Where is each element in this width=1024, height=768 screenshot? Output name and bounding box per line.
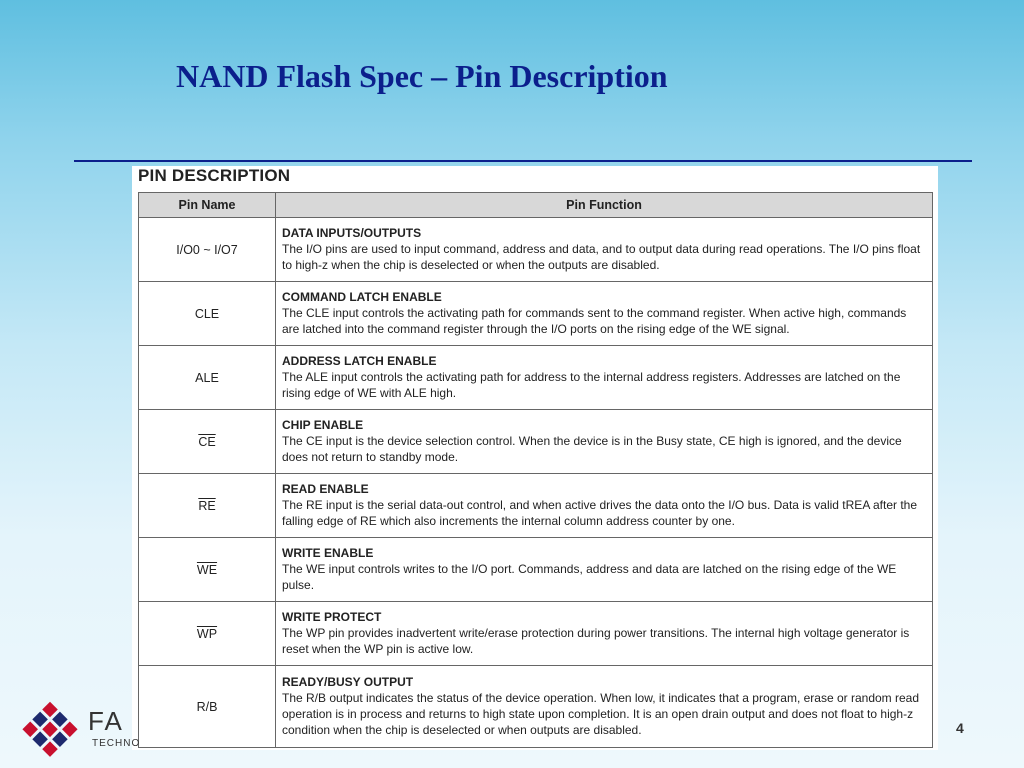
pin-function-cell [276, 602, 933, 666]
pin-function-description: The WE input controls writes to the I/O port. Commands, address and data are latched on the rising edge of the WE pulse. [282, 562, 897, 592]
pin-function-title: WRITE PROTECT [282, 610, 382, 624]
table-row [139, 282, 933, 346]
pin-function-description: The I/O pins are used to input command, address and data, and to output data during read operations. The I/O pins float to high-z when the chip is deselected or when the outputs are disabled. [282, 242, 921, 272]
document-heading: PIN DESCRIPTION [138, 166, 291, 185]
table-row [139, 346, 933, 410]
pin-name-cell: $\overline{WP}$ [139, 602, 276, 666]
pin-function-title: ADDRESS LATCH ENABLE [282, 354, 437, 368]
pin-function-description: The CLE input controls the activating path for commands sent to the command register. When active high, commands are latched into the command register through the I/O ports on the rising edge of the WE signal. [282, 306, 907, 336]
pin-name-cell: R/B [139, 666, 276, 748]
logo-subtext: TECHNO [92, 738, 141, 749]
pin-function-cell [276, 666, 933, 748]
table-row [139, 474, 933, 538]
pin-name-cell: CLE [139, 282, 276, 346]
pin-function-title: CHIP ENABLE [282, 418, 364, 432]
page-number: 4 [956, 720, 964, 736]
table-row [139, 218, 933, 282]
pin-function-title: WRITE ENABLE [282, 546, 374, 560]
pin-function-cell [276, 282, 933, 346]
pin-name-cell: $\overline{CE}$ [139, 410, 276, 474]
pin-function-cell [276, 474, 933, 538]
pin-table [138, 192, 933, 748]
pin-name-cell: ALE [139, 346, 276, 410]
logo-text: FA [88, 706, 124, 736]
pin-name-cell: I/O0 ~ I/O7 [139, 218, 276, 282]
column-header-pin-name: Pin Name [139, 193, 276, 218]
pin-function-description: The WP pin provides inadvertent write/erase protection during power transitions. The internal high voltage generator is reset when the WP pin is active low. [282, 626, 910, 656]
table-row [139, 602, 933, 666]
table-row [139, 410, 933, 474]
pin-name-cell: $\overline{RE}$ [139, 474, 276, 538]
fa-techno-logo-icon [20, 700, 80, 760]
pin-function-description: The ALE input controls the activating path for address to the internal address registers. Addresses are latched on the rising edge of WE with ALE high. [282, 370, 901, 400]
table-header-row [139, 193, 933, 218]
pin-function-cell [276, 410, 933, 474]
pin-description-document [132, 166, 938, 750]
pin-function-title: DATA INPUTS/OUTPUTS [282, 226, 422, 240]
table-row [139, 538, 933, 602]
pin-function-title: COMMAND LATCH ENABLE [282, 290, 442, 304]
pin-function-cell [276, 538, 933, 602]
pin-function-cell [276, 346, 933, 410]
pin-function-title: READ ENABLE [282, 482, 369, 496]
table-row [139, 666, 933, 748]
column-header-pin-function: Pin Function [276, 193, 933, 218]
pin-function-description: The CE input is the device selection control. When the device is in the Busy state, CE high is ignored, and the device does not return to standby mode. [282, 434, 902, 464]
pin-function-description: The R/B output indicates the status of the device operation. When low, it indicates that a program, erase or random read operation is in process and returns to high state upon completion. It is an open drain output and does not float to high-z condition when the chip is deselected or when outputs are disabled. [282, 691, 920, 737]
pin-function-cell [276, 218, 933, 282]
title-underline [74, 160, 972, 162]
pin-function-title: READY/BUSY OUTPUT [282, 675, 414, 689]
pin-function-description: The RE input is the serial data-out control, and when active drives the data onto the I/O bus. Data is valid tREA after the falling edge of RE which also increments the internal column address counter by one. [282, 498, 918, 528]
slide-title: NAND Flash Spec – Pin Description [176, 58, 668, 94]
pin-name-cell: $\overline{WE}$ [139, 538, 276, 602]
